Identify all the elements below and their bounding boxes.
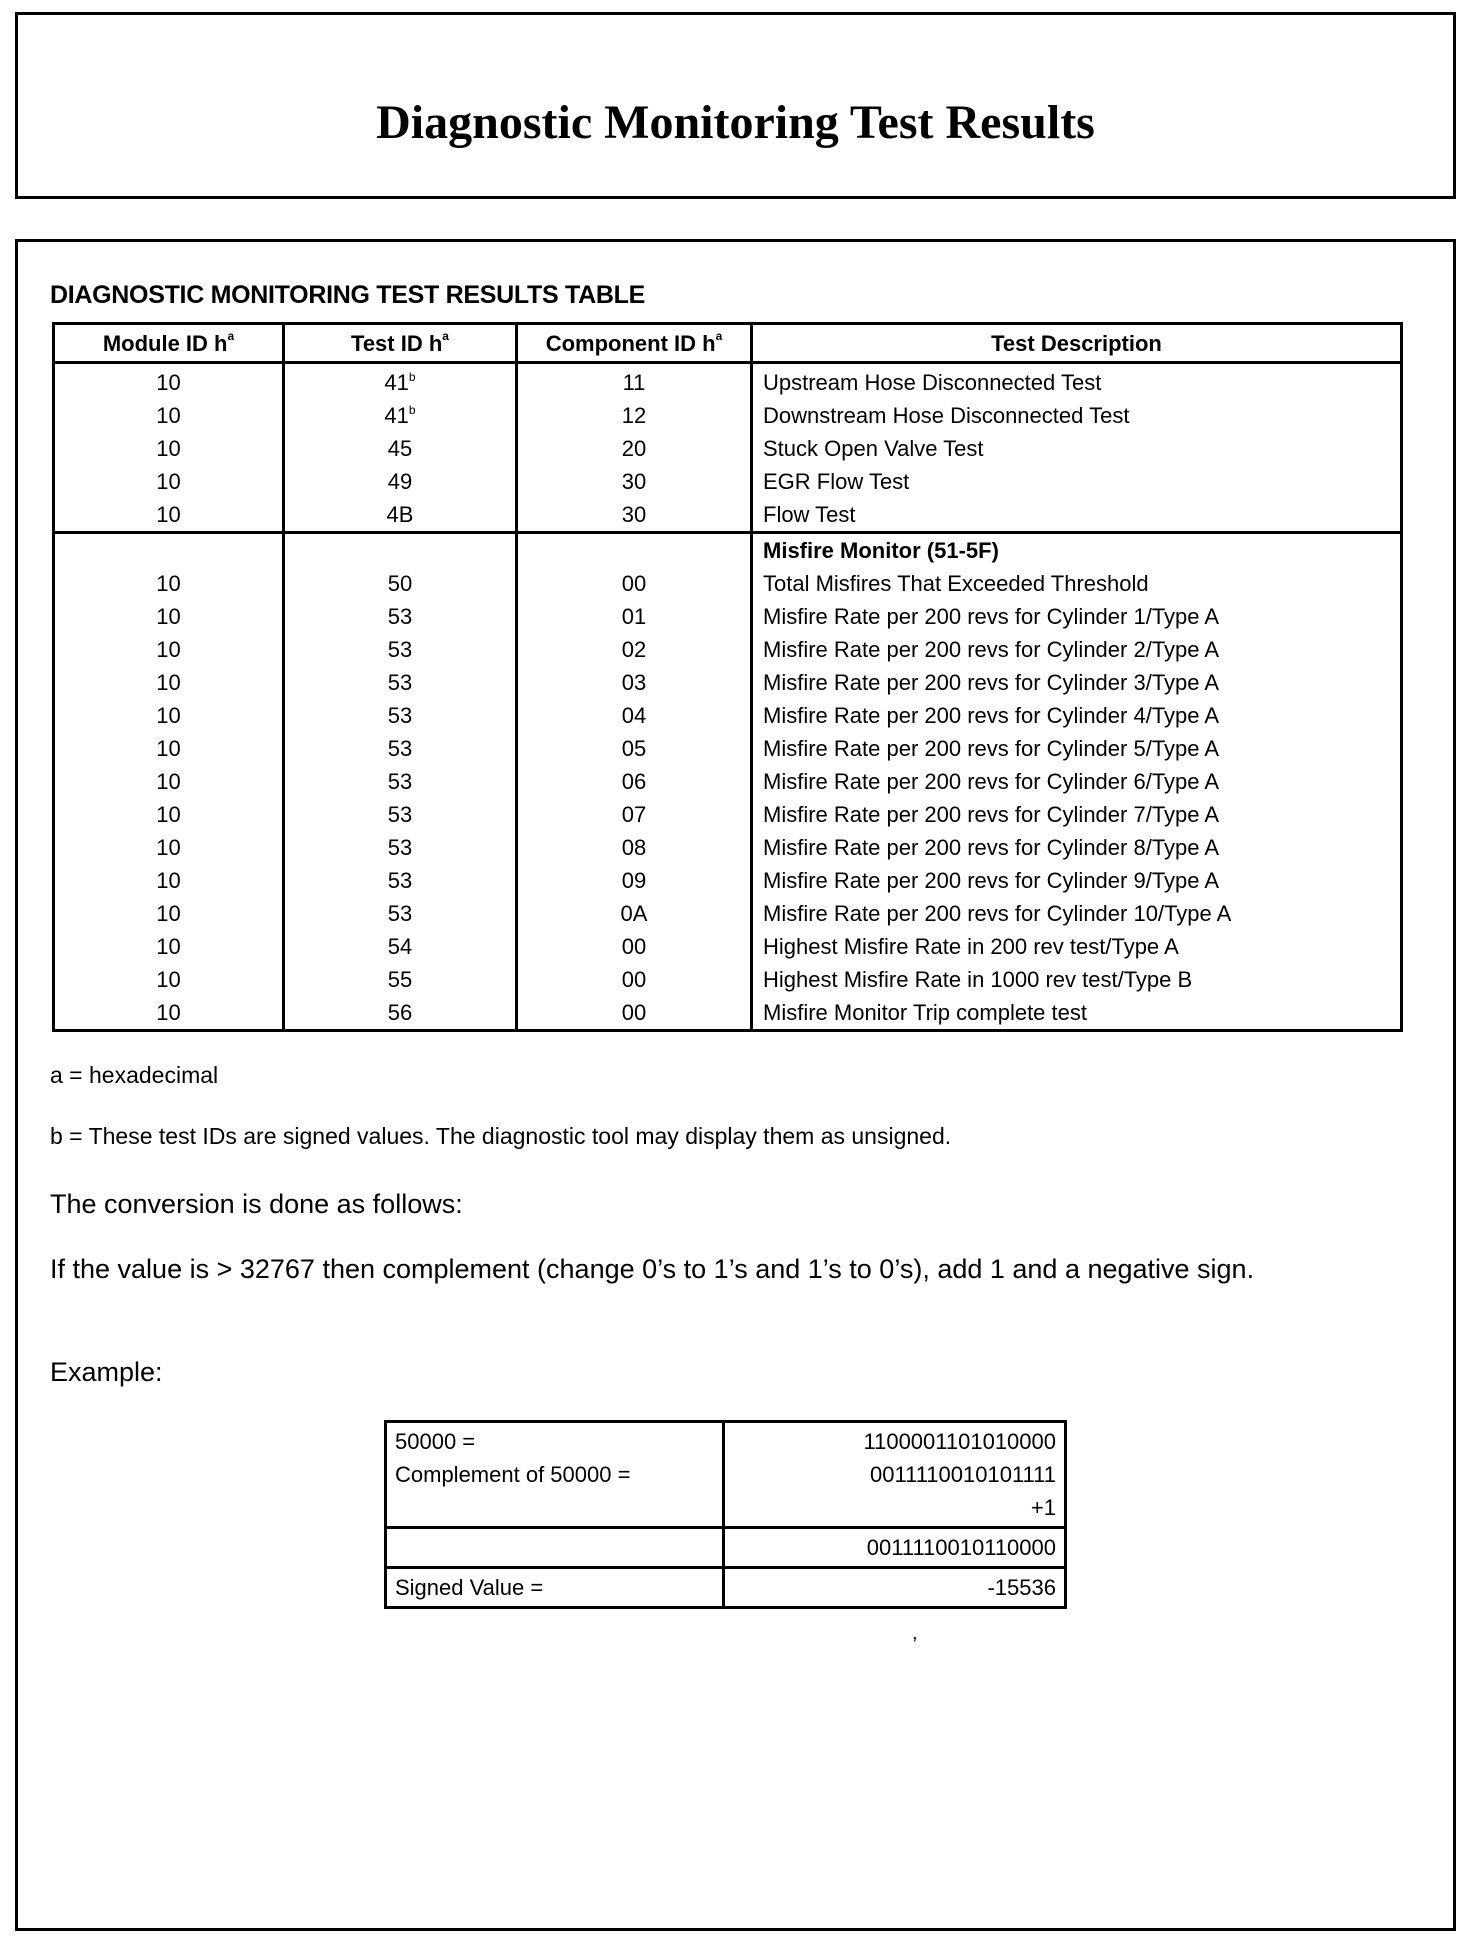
example-plus-one: +1 bbox=[1030, 1495, 1056, 1520]
conversion-rule: If the value is > 32767 then complement (change 0’s to 1’s and 1’s to 0’s), add 1 and a negative sign. bbox=[50, 1254, 1255, 1284]
test-description: Flow Test bbox=[752, 498, 1402, 533]
module-id: 10 bbox=[54, 963, 284, 996]
component-id: 00 bbox=[517, 996, 752, 1031]
module-id: 10 bbox=[54, 864, 284, 897]
column-header: Test ID $h^a$ bbox=[284, 324, 517, 363]
example-row bbox=[386, 1528, 1066, 1568]
component-id: 05 bbox=[517, 732, 752, 765]
example-table bbox=[384, 1420, 1067, 1609]
component-id: 01 bbox=[517, 600, 752, 633]
table-row bbox=[54, 666, 1402, 699]
test-description: Highest Misfire Rate in 1000 rev test/Type B bbox=[752, 963, 1402, 996]
example-row bbox=[386, 1422, 1066, 1528]
test-id: 53 bbox=[284, 765, 517, 798]
test-description: Total Misfires That Exceeded Threshold bbox=[752, 567, 1402, 600]
table-row bbox=[54, 897, 1402, 930]
example-binary-sum: 0011110010110000 bbox=[724, 1528, 1066, 1568]
module-id: 10 bbox=[54, 465, 284, 498]
table-row bbox=[54, 363, 1402, 400]
module-id: 10 bbox=[54, 666, 284, 699]
component-id: 20 bbox=[517, 432, 752, 465]
footnote-b: b = These test IDs are signed values. The diagnostic tool may display them as unsigned. bbox=[50, 1123, 952, 1149]
module-id: 10 bbox=[54, 996, 284, 1031]
example-binary-complement: 0011110010101111 bbox=[870, 1462, 1056, 1487]
table-row bbox=[54, 930, 1402, 963]
table-row bbox=[54, 600, 1402, 633]
stray-mark: , bbox=[912, 1622, 918, 1644]
table-row bbox=[54, 399, 1402, 432]
module-id: 10 bbox=[54, 699, 284, 732]
module-id: 10 bbox=[54, 399, 284, 432]
table-row bbox=[54, 533, 1402, 568]
misfire-group-heading: Misfire Monitor (51-5F) bbox=[752, 533, 1402, 568]
column-header: Component ID $h^a$ bbox=[517, 324, 752, 363]
test-description: Upstream Hose Disconnected Test bbox=[752, 363, 1402, 400]
test-description: Misfire Rate per 200 revs for Cylinder 8/Type A bbox=[752, 831, 1402, 864]
example-label: Example: bbox=[50, 1357, 163, 1387]
column-header: Test Description bbox=[752, 324, 1402, 363]
module-id: 10 bbox=[54, 831, 284, 864]
table-row bbox=[54, 465, 1402, 498]
test-description: Misfire Rate per 200 revs for Cylinder 3/Type A bbox=[752, 666, 1402, 699]
test-description: Misfire Rate per 200 revs for Cylinder 1/Type A bbox=[752, 600, 1402, 633]
example-row bbox=[386, 1568, 1066, 1608]
test-id: 49 bbox=[284, 465, 517, 498]
page-title: Diagnostic Monitoring Test Results bbox=[376, 96, 1095, 149]
test-id: 55 bbox=[284, 963, 517, 996]
example-label-50000: 50000 = bbox=[395, 1429, 476, 1454]
table-row bbox=[54, 798, 1402, 831]
component-id: 09 bbox=[517, 864, 752, 897]
module-id: 10 bbox=[54, 633, 284, 666]
table-row bbox=[54, 432, 1402, 465]
table-header-row bbox=[54, 324, 1402, 363]
title-box bbox=[15, 12, 1456, 199]
module-id: 10 bbox=[54, 798, 284, 831]
test-description: Stuck Open Valve Test bbox=[752, 432, 1402, 465]
table-row bbox=[54, 765, 1402, 798]
test-id: 53 bbox=[284, 732, 517, 765]
component-id: 00 bbox=[517, 963, 752, 996]
test-id: 4B bbox=[284, 498, 517, 533]
module-id: 10 bbox=[54, 930, 284, 963]
test-id: 53 bbox=[284, 798, 517, 831]
test-id: 53 bbox=[284, 600, 517, 633]
test-description: Misfire Monitor Trip complete test bbox=[752, 996, 1402, 1031]
module-id: 10 bbox=[54, 897, 284, 930]
test-description: Downstream Hose Disconnected Test bbox=[752, 399, 1402, 432]
test-id: 41$^b$ bbox=[284, 363, 517, 400]
table-row bbox=[54, 996, 1402, 1031]
component-id: 08 bbox=[517, 831, 752, 864]
test-id: 53 bbox=[284, 897, 517, 930]
component-id: 04 bbox=[517, 699, 752, 732]
test-description: Misfire Rate per 200 revs for Cylinder 4/Type A bbox=[752, 699, 1402, 732]
test-description: Misfire Rate per 200 revs for Cylinder 7/Type A bbox=[752, 798, 1402, 831]
component-id: 00 bbox=[517, 567, 752, 600]
example-label-complement: Complement of 50000 = bbox=[395, 1462, 631, 1487]
module-id: 10 bbox=[54, 732, 284, 765]
test-id: 53 bbox=[284, 666, 517, 699]
table-row bbox=[54, 633, 1402, 666]
component-id: 06 bbox=[517, 765, 752, 798]
module-id: 10 bbox=[54, 567, 284, 600]
component-id: 00 bbox=[517, 930, 752, 963]
table-row bbox=[54, 963, 1402, 996]
component-id: 30 bbox=[517, 498, 752, 533]
example-signed-value: -15536 bbox=[724, 1568, 1066, 1608]
table-row bbox=[54, 831, 1402, 864]
example-binary-50000: 1100001101010000 bbox=[863, 1429, 1056, 1454]
component-id: 0A bbox=[517, 897, 752, 930]
component-id: 12 bbox=[517, 399, 752, 432]
test-id: 54 bbox=[284, 930, 517, 963]
test-description: EGR Flow Test bbox=[752, 465, 1402, 498]
test-description: Misfire Rate per 200 revs for Cylinder 10/Type A bbox=[752, 897, 1402, 930]
test-description: Misfire Rate per 200 revs for Cylinder 5/Type A bbox=[752, 732, 1402, 765]
component-id: 11 bbox=[517, 363, 752, 400]
diagnostic-results-table bbox=[52, 322, 1403, 1032]
test-description: Misfire Rate per 200 revs for Cylinder 9/Type A bbox=[752, 864, 1402, 897]
module-id: 10 bbox=[54, 765, 284, 798]
table-heading: DIAGNOSTIC MONITORING TEST RESULTS TABLE bbox=[50, 281, 645, 309]
module-id: 10 bbox=[54, 363, 284, 400]
test-description: Highest Misfire Rate in 200 rev test/Type A bbox=[752, 930, 1402, 963]
module-id: 10 bbox=[54, 600, 284, 633]
table-row bbox=[54, 864, 1402, 897]
footnote-a: a = hexadecimal bbox=[50, 1062, 219, 1088]
test-id: 53 bbox=[284, 864, 517, 897]
component-id: 02 bbox=[517, 633, 752, 666]
test-description: Misfire Rate per 200 revs for Cylinder 2/Type A bbox=[752, 633, 1402, 666]
test-id: 56 bbox=[284, 996, 517, 1031]
table-group-misfire bbox=[54, 533, 1402, 1031]
test-id: 53 bbox=[284, 699, 517, 732]
test-id: 41$^b$ bbox=[284, 399, 517, 432]
table-row bbox=[54, 498, 1402, 533]
table-row bbox=[54, 732, 1402, 765]
conversion-text: The conversion is done as follows: bbox=[50, 1189, 463, 1219]
test-id: 53 bbox=[284, 831, 517, 864]
table-group-evap-egr bbox=[54, 363, 1402, 533]
test-description: Misfire Rate per 200 revs for Cylinder 6/Type A bbox=[752, 765, 1402, 798]
table-row bbox=[54, 699, 1402, 732]
module-id: 10 bbox=[54, 498, 284, 533]
component-id: 07 bbox=[517, 798, 752, 831]
test-id: 45 bbox=[284, 432, 517, 465]
test-id: 50 bbox=[284, 567, 517, 600]
table-row bbox=[54, 567, 1402, 600]
component-id: 03 bbox=[517, 666, 752, 699]
column-header: Module ID $h^a$ bbox=[54, 324, 284, 363]
example-signed-label: Signed Value = bbox=[386, 1568, 724, 1608]
test-id: 53 bbox=[284, 633, 517, 666]
component-id: 30 bbox=[517, 465, 752, 498]
module-id: 10 bbox=[54, 432, 284, 465]
